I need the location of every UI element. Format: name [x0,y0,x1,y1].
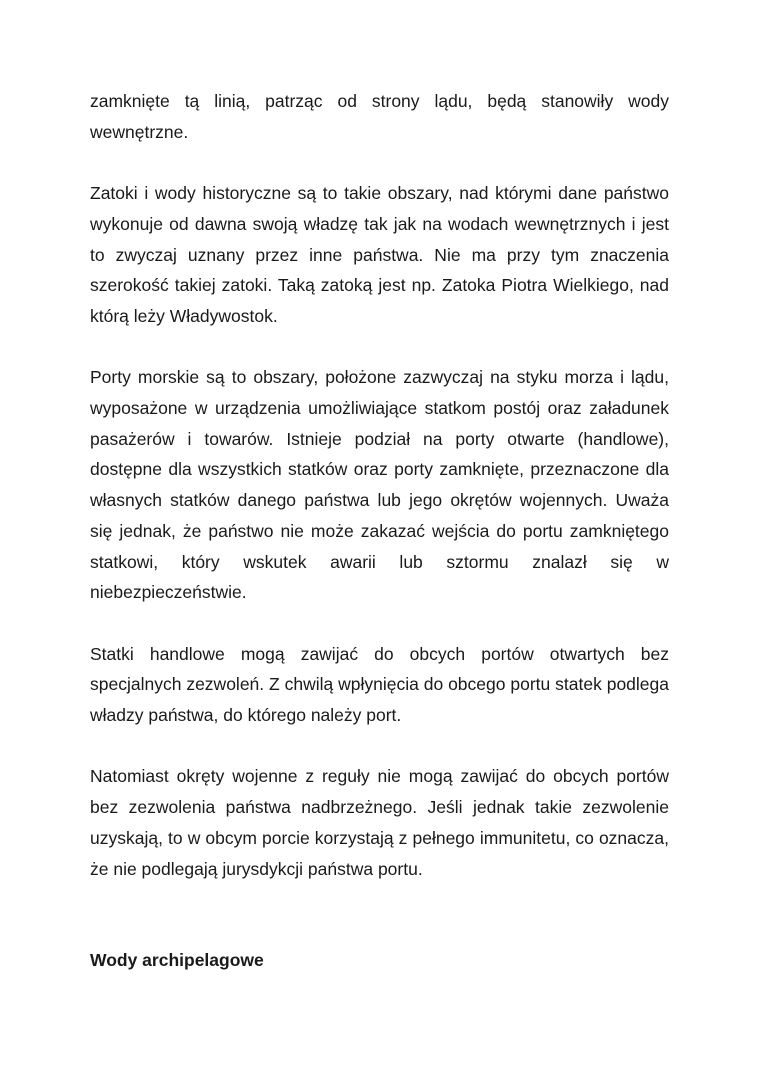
paragraph-warships: Natomiast okręty wojenne z reguły nie mogą zawijać do obcych portów bez zezwolenia państwa nadbrzeżnego. Jeśli jednak takie zezwolenie uzyskają, to w obcym porcie korzystają z pełnego immunitetu, co oznacza, że nie podlegają jurysdykcji państwa portu. [90,766,669,879]
paragraph-merchant-ships: Statki handlowe mogą zawijać do obcych portów otwartych bez specjalnych zezwoleń. Z chwilą wpłynięcia do obcego portu statek podlega władzy państwa, do którego należy port. [90,643,669,726]
document-page [90,86,669,976]
paragraph-sea-ports: Porty morskie są to obszary, położone zazwyczaj na styku morza i lądu, wyposażone w urządzenia umożliwiające statkom postój oraz załadunek pasażerów i towarów. Istnieje podział na porty otwarte (handlowe), dostępne dla wszystkich statków oraz porty zamknięte, przeznaczone dla własnych statków danego państwa lub jego okrętów wojennych. Uważa się jednak, że państwo nie może zakazać wejścia do portu zamkniętego statkowi, który wskutek awarii lub sztormu znalazł się w niebezpieczeństwie. [90,367,669,603]
paragraph-historic-bays: Zatoki i wody historyczne są to takie obszary, nad którymi dane państwo wykonuje od dawna swoją władzę tak jak na wodach wewnętrznych i jest to zwyczaj uznany przez inne państwa. Nie ma przy tym znaczenia szerokość takiej zatoki. Taką zatoką jest np. Zatoka Piotra Wielkiego, nad którą leży Władywostok. [90,183,669,326]
paragraph-internal-waters: zamknięte tą linią, patrząc od strony lądu, będą stanowiły wody wewnętrzne. [90,91,669,142]
section-heading: Wody archipelagowe [90,950,264,971]
